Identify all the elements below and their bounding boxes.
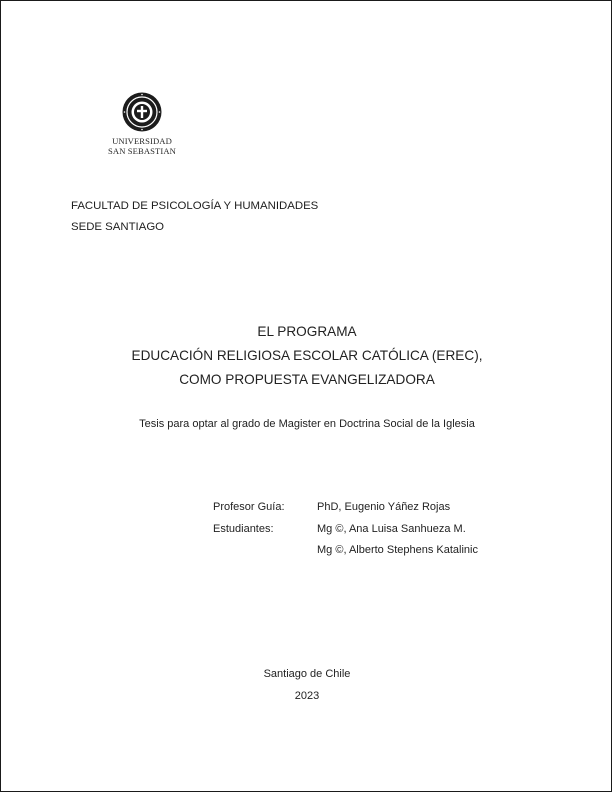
degree-statement: Tesis para optar al grado de Magister en Doctrina Social de la Iglesia (139, 418, 475, 430)
city: Santiago de Chile (263, 668, 351, 680)
logo-line-1: UNIVERSIDAD (112, 136, 172, 146)
thesis-title (1, 320, 612, 392)
title-line-3: COMO PROPUESTA EVANGELIZADORA (179, 372, 435, 387)
credit-label-spacer (213, 540, 317, 562)
faculty-name: FACULTAD DE PSICOLOGÍA Y HUMANIDADES (71, 200, 319, 212)
university-seal-icon (121, 91, 163, 133)
advisor-label: Profesor Guía: (213, 501, 285, 513)
advisor-name: PhD, Eugenio Yáñez Rojas (317, 501, 451, 513)
title-line-2: EDUCACIÓN RELIGIOSA ESCOLAR CATÓLICA (EREC), (131, 348, 483, 363)
year: 2023 (294, 689, 320, 702)
place-date-block (1, 664, 612, 707)
student-row-1 (213, 519, 478, 541)
credits-block (213, 497, 478, 562)
student-name-1: Mg ©, Ana Luisa Sanhueza M. (317, 522, 466, 535)
student-row-2 (213, 540, 478, 562)
student-name-2: Mg ©, Alberto Stephens Katalinic (317, 544, 478, 556)
faculty-block (71, 196, 318, 238)
university-logo-text (99, 137, 185, 156)
advisor-row (213, 497, 478, 519)
title-line-1: EL PROGRAMA (257, 324, 357, 339)
university-logo (99, 91, 185, 169)
campus-name: SEDE SANTIAGO (71, 221, 165, 233)
students-label: Estudiantes: (213, 522, 274, 535)
logo-line-2: SAN SEBASTIAN (108, 145, 176, 156)
